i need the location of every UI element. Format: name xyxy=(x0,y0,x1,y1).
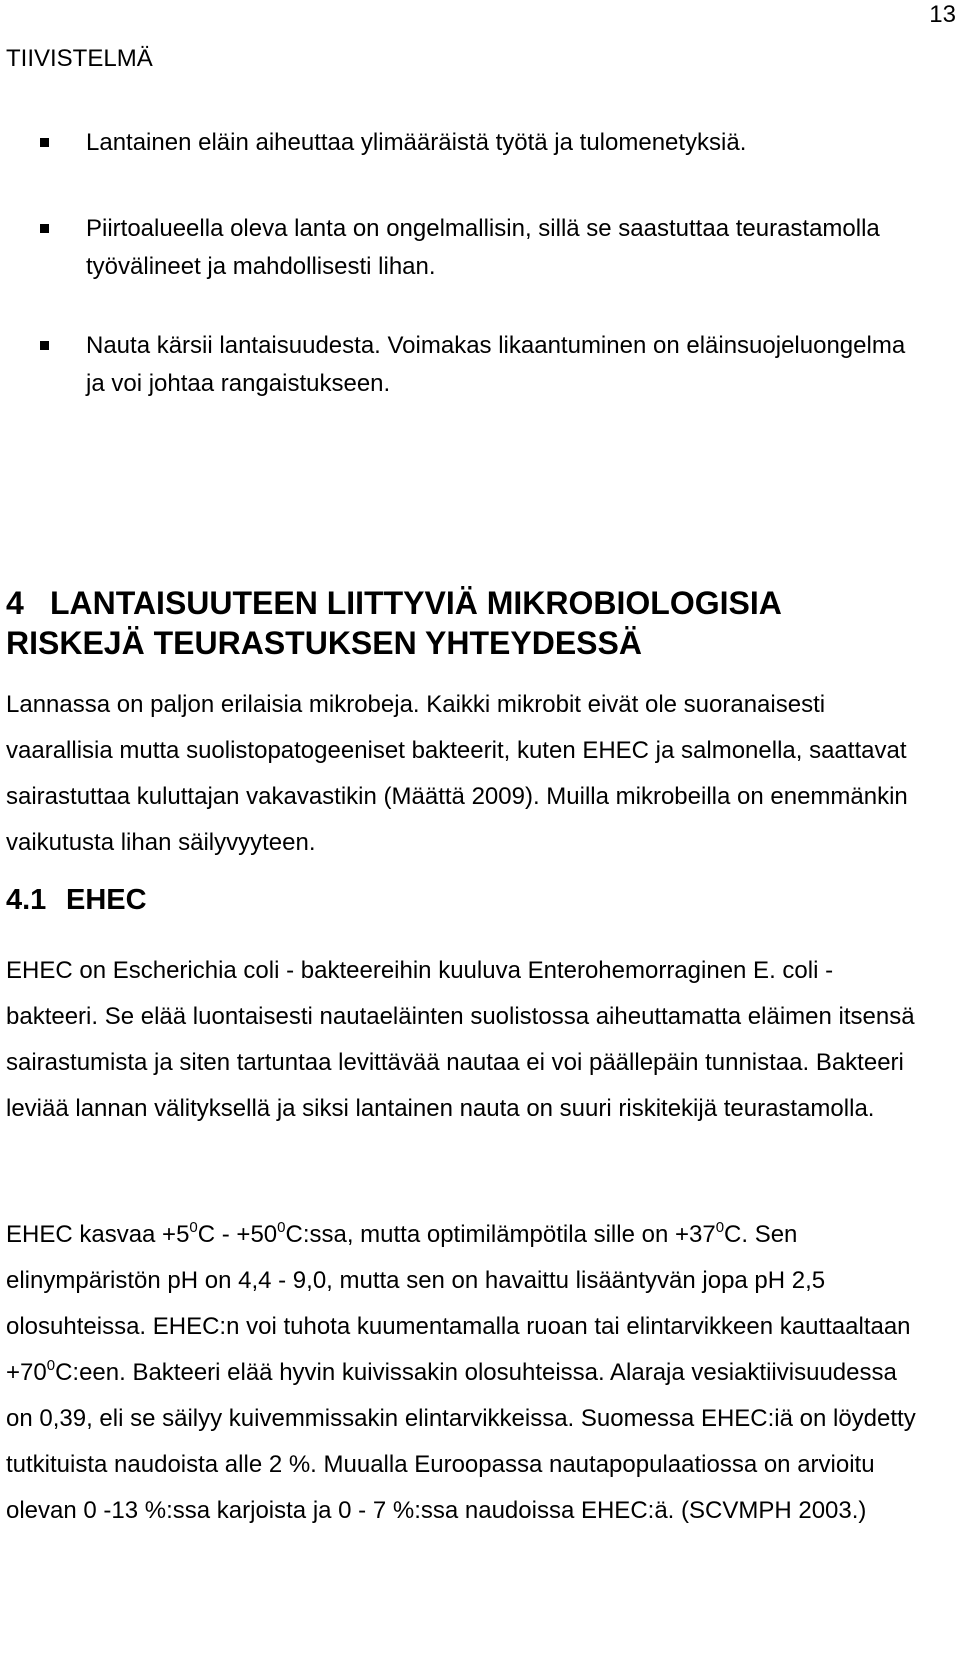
degree-superscript: 0 xyxy=(277,1219,286,1236)
bullet-text: Lantainen eläin aiheuttaa ylimääräistä työtä ja tulomenetyksiä. xyxy=(86,129,747,156)
summary-title: TIIVISTELMÄ xyxy=(6,45,153,72)
text-run: C - +50 xyxy=(197,1221,278,1248)
section-4-heading xyxy=(6,583,926,663)
section-number: 4 xyxy=(6,585,24,621)
square-bullet-icon xyxy=(40,224,49,233)
text-run: C:een. Bakteeri elää hyvin kuivissakin olosuhteissa. Alaraja vesiaktiivisuudessa on 0,39, eli se säilyy kuivemmissakin elintarvikkeissa. Suomessa EHEC:iä on löydetty tutkituista naudoista alle 2 %. Muualla Euroopassa nautapopulaatiossa on arvioitu olevan 0 -13 %:ssa karjoista ja 0 - 7 %:ssa naudoissa EHEC:ä. (SCVMPH 2003.) xyxy=(6,1359,916,1524)
square-bullet-icon xyxy=(40,138,49,147)
degree-superscript: 0 xyxy=(715,1219,725,1236)
summary-bullet-list xyxy=(40,124,920,451)
subsection-number: 4.1 xyxy=(6,884,47,916)
section-title-line1: LANTAISUUTEEN LIITTYVIÄ MIKROBIOLOGISIA xyxy=(50,585,782,621)
square-bullet-icon xyxy=(40,341,49,350)
degree-superscript: 0 xyxy=(189,1219,198,1236)
ehec-paragraph-1: EHEC on Escherichia coli - bakteereihin kuuluva Enterohemorraginen E. coli - bakteeri. Se elää luontaisesti nautaeläinten suolistossa aiheuttamatta eläimen itsensä sairastumista ja siten tartuntaa levittävää nautaa ei voi päällepäin tunnistaa. Bakteeri leviää lannan välityksellä ja siksi lantainen nauta on suuri riskitekijä teurastamolla. xyxy=(6,957,915,1122)
page-number: 13 xyxy=(929,1,956,28)
text-run: C. Sen elinympäristön pH on 4,4 - 9,0, mutta sen on havaittu lisääntyvän jopa pH 2,5 olosuhteissa. EHEC:n voi tuhota kuumentamalla ruoan tai elintarvikkeen kauttaaltaan +70 xyxy=(6,1221,911,1386)
degree-superscript: 0 xyxy=(46,1357,56,1374)
text-run: C:ssa, mutta optimilämpötila sille on +37 xyxy=(285,1221,716,1248)
bullet-text: Nauta kärsii lantaisuudesta. Voimakas likaantuminen on eläinsuojeluongelma ja voi johtaa rangaistukseen. xyxy=(86,332,906,397)
list-item xyxy=(40,124,920,162)
section-4-1-heading xyxy=(6,880,926,920)
subsection-title: EHEC xyxy=(66,884,147,916)
section-title-line2: RISKEJÄ TEURASTUKSEN YHTEYDESSÄ xyxy=(6,625,642,661)
ehec-paragraph-2 xyxy=(6,1212,926,1534)
list-item xyxy=(40,210,920,286)
section-4-paragraph: Lannassa on paljon erilaisia mikrobeja. Kaikki mikrobit eivät ole suoranaisesti vaarallisia mutta suolistopatogeeniset bakteerit, kuten EHEC ja salmonella, saattavat sairastuttaa kuluttajan vakavastikin (Määttä 2009). Muilla mikrobeilla on enemmänkin vaikutusta lihan säilyvyyteen. xyxy=(6,691,908,856)
text-run: EHEC kasvaa +5 xyxy=(6,1221,190,1248)
bullet-text: Piirtoalueella oleva lanta on ongelmallisin, sillä se saastuttaa teurastamolla työvälineet ja mahdollisesti lihan. xyxy=(86,215,880,280)
list-item xyxy=(40,327,920,403)
